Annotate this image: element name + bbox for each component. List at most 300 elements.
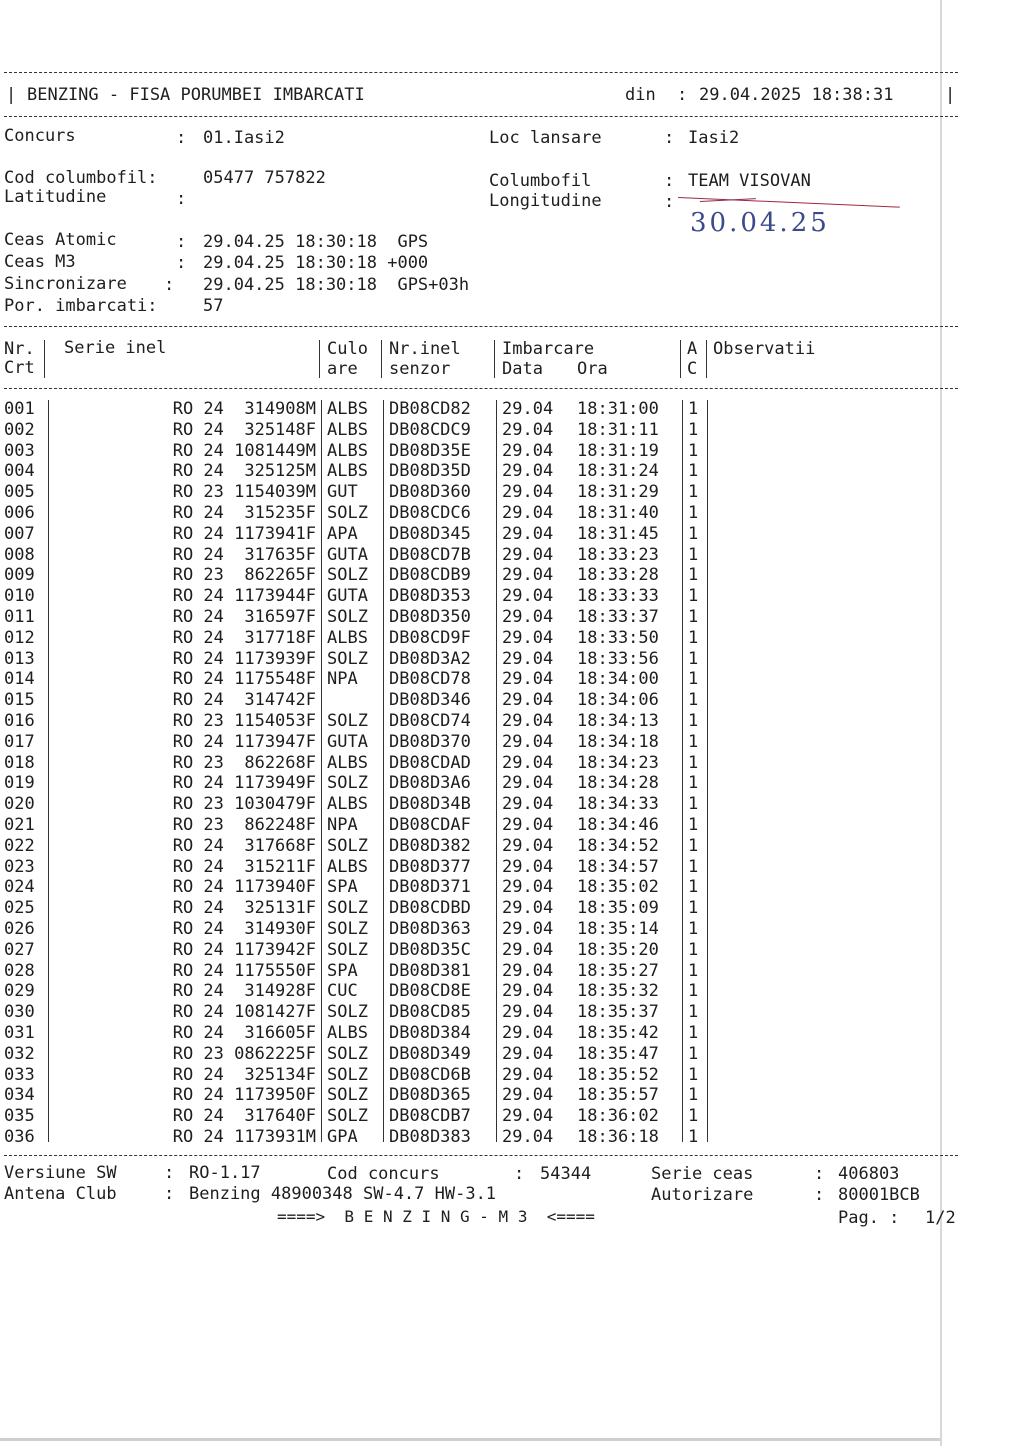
row-ac: 1: [688, 919, 699, 939]
row-date: 29.04: [502, 399, 554, 419]
row-date: 29.04: [502, 669, 554, 690]
row-ring-serial: RO 24 314930F: [172, 919, 316, 939]
concurs-value: 01.Iasi2: [203, 128, 285, 148]
row-sensor-id: DB08D346: [389, 690, 471, 711]
col-data-header: Data: [502, 359, 543, 379]
row-ac: 1: [688, 731, 699, 752]
row-number: 009: [4, 565, 35, 586]
row-ac: 1: [688, 669, 699, 690]
table-row: [0, 503, 960, 524]
row-date: 29.04: [502, 856, 554, 877]
porumbei-imbarcati-value: 57: [203, 296, 224, 316]
row-number: 031: [4, 1023, 35, 1043]
antena-club-label: Antena Club: [4, 1184, 117, 1204]
row-ac: 1: [688, 711, 699, 731]
row-ring-serial: RO 23 1154039M: [172, 482, 316, 503]
row-sensor-id: DB08D383: [389, 1127, 471, 1147]
row-ac: 1: [688, 981, 699, 1002]
table-row: [0, 898, 960, 919]
row-ac: 1: [688, 627, 699, 648]
sincronizare-colon: :: [164, 275, 175, 295]
row-ac: 1: [688, 1127, 699, 1147]
table-row: [0, 461, 960, 482]
versiune-label: Versiune SW: [4, 1163, 117, 1183]
row-ac: 1: [688, 419, 699, 440]
row-time: 18:35:47: [577, 1043, 659, 1064]
row-ac: 1: [688, 544, 699, 565]
row-color: ALBS: [327, 1023, 368, 1043]
col-serie-header: Serie inel: [64, 338, 167, 358]
benzing-banner: ====> B E N Z I N G - M 3 <====: [277, 1207, 595, 1226]
row-ac: 1: [688, 586, 699, 607]
row-ring-serial: RO 24 325125M: [172, 461, 316, 482]
row-date: 29.04: [502, 482, 554, 503]
row-time: 18:33:56: [577, 648, 659, 669]
row-time: 18:34:46: [577, 815, 659, 835]
row-ac: 1: [688, 1106, 699, 1127]
row-number: 014: [4, 669, 35, 690]
row-ring-serial: RO 24 1173940F: [172, 877, 316, 898]
row-time: 18:34:18: [577, 731, 659, 752]
row-sensor-id: DB08CD9F: [389, 627, 471, 648]
row-time: 18:34:23: [577, 752, 659, 773]
row-ring-serial: RO 23 1030479F: [172, 794, 316, 815]
row-color: SOLZ: [327, 939, 368, 960]
col-ac-header-2: C: [687, 359, 698, 379]
row-ac: 1: [688, 461, 699, 482]
row-time: 18:34:06: [577, 690, 659, 711]
table-row: [0, 877, 960, 898]
row-date: 29.04: [502, 981, 554, 1002]
row-date: 29.04: [502, 1106, 554, 1127]
row-ring-serial: RO 24 1173941F: [172, 523, 316, 544]
table-row: [0, 565, 960, 586]
row-number: 010: [4, 586, 35, 607]
row-time: 18:33:33: [577, 586, 659, 607]
row-number: 032: [4, 1043, 35, 1064]
row-color: GPA: [327, 1127, 358, 1147]
row-sensor-id: DB08CD78: [389, 669, 471, 690]
autorizare-colon: :: [814, 1185, 825, 1205]
row-time: 18:34:00: [577, 669, 659, 690]
row-number: 017: [4, 731, 35, 752]
row-ring-serial: RO 24 314908M: [172, 399, 316, 419]
col-nr-header-2: Crt: [4, 358, 35, 378]
row-ring-serial: RO 24 1175550F: [172, 960, 316, 981]
serie-ceas-colon: :: [814, 1164, 825, 1184]
row-ring-serial: RO 24 1173931M: [172, 1127, 316, 1147]
col-culoare-header-1: Culo: [327, 339, 368, 359]
versiune-value: RO-1.17: [189, 1163, 261, 1183]
table-row: [0, 690, 960, 711]
table-bottom-separator: [4, 1155, 958, 1156]
row-number: 012: [4, 627, 35, 648]
row-number: 005: [4, 482, 35, 503]
col-divider-culoare: [381, 340, 382, 378]
table-row: [0, 524, 960, 545]
row-ring-serial: RO 24 316597F: [172, 607, 316, 627]
row-sensor-id: DB08CDBD: [389, 898, 471, 919]
row-color: SOLZ: [327, 711, 368, 731]
row-color: ALBS: [327, 440, 368, 461]
cod-concurs-label: Cod concurs: [327, 1164, 440, 1184]
row-time: 18:35:37: [577, 1002, 659, 1023]
row-date: 29.04: [502, 627, 554, 648]
col-ora-header: Ora: [577, 359, 608, 379]
table-top-separator: [4, 326, 958, 327]
row-date: 29.04: [502, 440, 554, 461]
col-sensor-header-2: senzor: [389, 359, 451, 379]
table-row: [0, 919, 960, 940]
row-ring-serial: RO 24 1173939F: [172, 648, 316, 669]
row-sensor-id: DB08D384: [389, 1023, 471, 1043]
row-ring-serial: RO 24 317718F: [172, 627, 316, 648]
row-date: 29.04: [502, 752, 554, 773]
col-observatii-header: Observatii: [713, 339, 816, 359]
row-color: ALBS: [327, 399, 368, 419]
row-time: 18:31:00: [577, 399, 659, 419]
ceas-atomic-label: Ceas Atomic: [4, 230, 117, 250]
row-ring-serial: RO 24 1175548F: [172, 669, 316, 690]
scan-edge-bottom: [0, 1438, 940, 1441]
row-ac: 1: [688, 835, 699, 856]
row-time: 18:35:20: [577, 939, 659, 960]
row-date: 29.04: [502, 586, 554, 607]
row-time: 18:35:02: [577, 877, 659, 898]
autorizare-label: Autorizare: [651, 1185, 754, 1205]
row-sensor-id: DB08D35C: [389, 939, 471, 960]
date-colon: :: [677, 85, 688, 105]
row-date: 29.04: [502, 731, 554, 752]
row-date: 29.04: [502, 1043, 554, 1064]
row-time: 18:31:11: [577, 419, 659, 440]
row-color: ALBS: [327, 627, 368, 648]
row-time: 18:35:32: [577, 981, 659, 1002]
row-date: 29.04: [502, 877, 554, 898]
table-row: [0, 1065, 960, 1086]
row-ac: 1: [688, 482, 699, 503]
row-date: 29.04: [502, 711, 554, 731]
row-color: SOLZ: [327, 835, 368, 856]
page-label: Pag. :: [838, 1208, 900, 1228]
row-color: ALBS: [327, 856, 368, 877]
row-number: 035: [4, 1106, 35, 1127]
table-row: [0, 711, 960, 732]
ceas-atomic-colon: :: [176, 232, 187, 252]
row-ac: 1: [688, 1023, 699, 1043]
row-ring-serial: RO 24 1173950F: [172, 1085, 316, 1106]
row-sensor-id: DB08D377: [389, 856, 471, 877]
row-sensor-id: DB08CDC6: [389, 503, 471, 523]
row-sensor-id: DB08CD8E: [389, 981, 471, 1002]
handwritten-strike-line: [678, 197, 900, 208]
longitudine-colon: :: [664, 192, 675, 212]
row-number: 021: [4, 815, 35, 835]
row-ac: 1: [688, 1002, 699, 1023]
row-sensor-id: DB08CD6B: [389, 1064, 471, 1085]
row-ring-serial: RO 24 315211F: [172, 856, 316, 877]
row-sensor-id: DB08CDB7: [389, 1106, 471, 1127]
row-time: 18:31:24: [577, 461, 659, 482]
col-ac-header-1: A: [687, 339, 698, 359]
row-sensor-id: DB08D360: [389, 482, 471, 503]
row-time: 18:31:45: [577, 523, 659, 544]
row-time: 18:35:52: [577, 1064, 659, 1085]
col-divider-nr-header: [44, 340, 45, 378]
row-ring-serial: RO 24 325134F: [172, 1064, 316, 1085]
page-number: 1/2: [925, 1208, 956, 1228]
table-row: [0, 649, 960, 670]
row-number: 011: [4, 607, 35, 627]
row-ac: 1: [688, 440, 699, 461]
row-color: SOLZ: [327, 607, 368, 627]
row-time: 18:35:09: [577, 898, 659, 919]
loc-lansare-value: Iasi2: [688, 128, 740, 148]
row-number: 026: [4, 919, 35, 939]
row-date: 29.04: [502, 1085, 554, 1106]
row-number: 025: [4, 898, 35, 919]
row-date: 29.04: [502, 1023, 554, 1043]
autorizare-value: 80001BCB: [838, 1185, 920, 1205]
date-label: din: [625, 85, 656, 105]
row-number: 007: [4, 523, 35, 544]
row-sensor-id: DB08D3A6: [389, 773, 471, 794]
cod-columbofil-label: Cod columbofil:: [4, 168, 158, 188]
row-ring-serial: RO 24 325131F: [172, 898, 316, 919]
cod-concurs-value: 54344: [540, 1164, 592, 1184]
table-row: [0, 586, 960, 607]
row-color: SOLZ: [327, 1043, 368, 1064]
row-number: 029: [4, 981, 35, 1002]
row-date: 29.04: [502, 544, 554, 565]
serie-ceas-label: Serie ceas: [651, 1164, 754, 1184]
latitudine-colon: :: [176, 189, 187, 209]
row-time: 18:34:13: [577, 711, 659, 731]
row-ring-serial: RO 24 317668F: [172, 835, 316, 856]
row-date: 29.04: [502, 503, 554, 523]
row-sensor-id: DB08CDAF: [389, 815, 471, 835]
row-color: SPA: [327, 877, 358, 898]
row-sensor-id: DB08CD74: [389, 711, 471, 731]
row-time: 18:35:57: [577, 1085, 659, 1106]
sincronizare-label: Sincronizare: [4, 274, 127, 294]
row-sensor-id: DB08D35D: [389, 461, 471, 482]
row-color: CUC: [327, 981, 358, 1002]
row-number: 022: [4, 835, 35, 856]
ceas-m3-colon: :: [176, 253, 187, 273]
row-date: 29.04: [502, 607, 554, 627]
table-row: [0, 1106, 960, 1127]
col-imbarcare-header: Imbarcare: [502, 339, 595, 359]
table-row: [0, 732, 960, 753]
row-ac: 1: [688, 565, 699, 586]
loc-lansare-label: Loc lansare: [489, 128, 602, 148]
row-color: SOLZ: [327, 1106, 368, 1127]
table-row: [0, 753, 960, 774]
row-number: 019: [4, 773, 35, 794]
top-separator: [4, 72, 958, 73]
antena-club-colon: :: [164, 1184, 175, 1204]
row-ring-serial: RO 24 1081427F: [172, 1002, 316, 1023]
row-ac: 1: [688, 752, 699, 773]
row-sensor-id: DB08D353: [389, 586, 471, 607]
row-number: 030: [4, 1002, 35, 1023]
col-divider-serie: [319, 340, 320, 378]
table-row: [0, 940, 960, 961]
row-number: 001: [4, 399, 35, 419]
row-number: 004: [4, 461, 35, 482]
row-sensor-id: DB08D350: [389, 607, 471, 627]
row-sensor-id: DB08D349: [389, 1043, 471, 1064]
table-header-separator: [4, 388, 958, 389]
row-color: SOLZ: [327, 1002, 368, 1023]
row-ac: 1: [688, 877, 699, 898]
row-ac: 1: [688, 898, 699, 919]
row-color: GUT: [327, 482, 358, 503]
header-left-bar: |: [6, 85, 17, 105]
row-time: 18:33:23: [577, 544, 659, 565]
ceas-m3-value: 29.04.25 18:30:18 +000: [203, 253, 429, 273]
row-sensor-id: DB08D345: [389, 523, 471, 544]
row-ring-serial: RO 24 317635F: [172, 544, 316, 565]
row-ring-serial: RO 23 862248F: [172, 815, 316, 835]
loc-lansare-colon: :: [664, 128, 675, 148]
row-sensor-id: DB08D35E: [389, 440, 471, 461]
longitudine-label: Longitudine: [489, 191, 602, 211]
row-date: 29.04: [502, 648, 554, 669]
table-row: [0, 628, 960, 649]
row-ring-serial: RO 24 317640F: [172, 1106, 316, 1127]
table-row: [0, 1127, 960, 1148]
table-row: [0, 545, 960, 566]
row-date: 29.04: [502, 565, 554, 586]
table-row: [0, 1002, 960, 1023]
row-time: 18:34:33: [577, 794, 659, 815]
row-time: 18:33:37: [577, 607, 659, 627]
print-date: 29.04.2025 18:38:31: [699, 85, 894, 105]
table-row: [0, 773, 960, 794]
col-divider-sensor: [494, 340, 495, 378]
table-row: [0, 669, 960, 690]
row-ac: 1: [688, 503, 699, 523]
row-time: 18:35:42: [577, 1023, 659, 1043]
row-ac: 1: [688, 690, 699, 711]
row-ac: 1: [688, 523, 699, 544]
row-ac: 1: [688, 815, 699, 835]
table-row: [0, 441, 960, 462]
columbofil-value: TEAM VISOVAN: [688, 171, 811, 191]
table-row: [0, 961, 960, 982]
row-date: 29.04: [502, 1064, 554, 1085]
row-time: 18:31:19: [577, 440, 659, 461]
col-divider-ora: [680, 340, 681, 378]
row-date: 29.04: [502, 773, 554, 794]
header-right-bar: |: [945, 85, 956, 105]
row-date: 29.04: [502, 461, 554, 482]
cod-concurs-colon: :: [514, 1164, 525, 1184]
col-divider-ac: [706, 340, 707, 378]
col-nr-header-1: Nr.: [4, 339, 35, 359]
table-row: [0, 1044, 960, 1065]
row-ac: 1: [688, 399, 699, 419]
row-time: 18:35:27: [577, 960, 659, 981]
row-date: 29.04: [502, 690, 554, 711]
versiune-colon: :: [164, 1163, 175, 1183]
row-color: SOLZ: [327, 648, 368, 669]
row-number: 016: [4, 711, 35, 731]
latitudine-label: Latitudine: [4, 187, 107, 207]
porumbei-imbarcati-label: Por. imbarcati:: [4, 296, 158, 316]
row-color: GUTA: [327, 731, 368, 752]
row-ring-serial: RO 23 862268F: [172, 752, 316, 773]
row-sensor-id: DB08D382: [389, 835, 471, 856]
row-sensor-id: DB08D3A2: [389, 648, 471, 669]
row-color: ALBS: [327, 794, 368, 815]
row-ring-serial: RO 24 314928F: [172, 981, 316, 1002]
row-date: 29.04: [502, 1002, 554, 1023]
row-number: 036: [4, 1127, 35, 1147]
row-color: ALBS: [327, 461, 368, 482]
row-number: 015: [4, 690, 35, 711]
row-date: 29.04: [502, 815, 554, 835]
row-color: SOLZ: [327, 1085, 368, 1106]
row-sensor-id: DB08CDB9: [389, 565, 471, 586]
row-color: GUTA: [327, 544, 368, 565]
row-ac: 1: [688, 648, 699, 669]
row-date: 29.04: [502, 919, 554, 939]
header-separator: [4, 116, 958, 117]
row-date: 29.04: [502, 835, 554, 856]
handwritten-date: 30.04.25: [690, 208, 830, 238]
table-row: [0, 857, 960, 878]
row-sensor-id: DB08D34B: [389, 794, 471, 815]
row-color: SOLZ: [327, 919, 368, 939]
columbofil-label: Columbofil: [489, 171, 592, 191]
table-row: [0, 836, 960, 857]
row-ac: 1: [688, 1064, 699, 1085]
col-sensor-header-1: Nr.inel: [389, 339, 461, 359]
row-sensor-id: DB08D363: [389, 919, 471, 939]
row-number: 020: [4, 794, 35, 815]
row-date: 29.04: [502, 794, 554, 815]
row-sensor-id: DB08CD85: [389, 1002, 471, 1023]
row-date: 29.04: [502, 419, 554, 440]
row-color: SPA: [327, 960, 358, 981]
table-row: [0, 482, 960, 503]
row-number: 033: [4, 1064, 35, 1085]
row-number: 027: [4, 939, 35, 960]
table-row: [0, 794, 960, 815]
ceas-atomic-value: 29.04.25 18:30:18 GPS: [203, 232, 429, 252]
row-color: GUTA: [327, 586, 368, 607]
row-number: 008: [4, 544, 35, 565]
row-time: 18:34:57: [577, 856, 659, 877]
row-ac: 1: [688, 1043, 699, 1064]
row-color: ALBS: [327, 752, 368, 773]
table-row: [0, 1023, 960, 1044]
row-sensor-id: DB08D365: [389, 1085, 471, 1106]
row-date: 29.04: [502, 1127, 554, 1147]
row-ring-serial: RO 24 325148F: [172, 419, 316, 440]
row-number: 028: [4, 960, 35, 981]
table-row: [0, 420, 960, 441]
row-number: 023: [4, 856, 35, 877]
row-sensor-id: DB08CDAD: [389, 752, 471, 773]
row-time: 18:33:28: [577, 565, 659, 586]
row-number: 002: [4, 419, 35, 440]
columbofil-colon: :: [664, 171, 675, 191]
row-time: 18:31:40: [577, 503, 659, 523]
